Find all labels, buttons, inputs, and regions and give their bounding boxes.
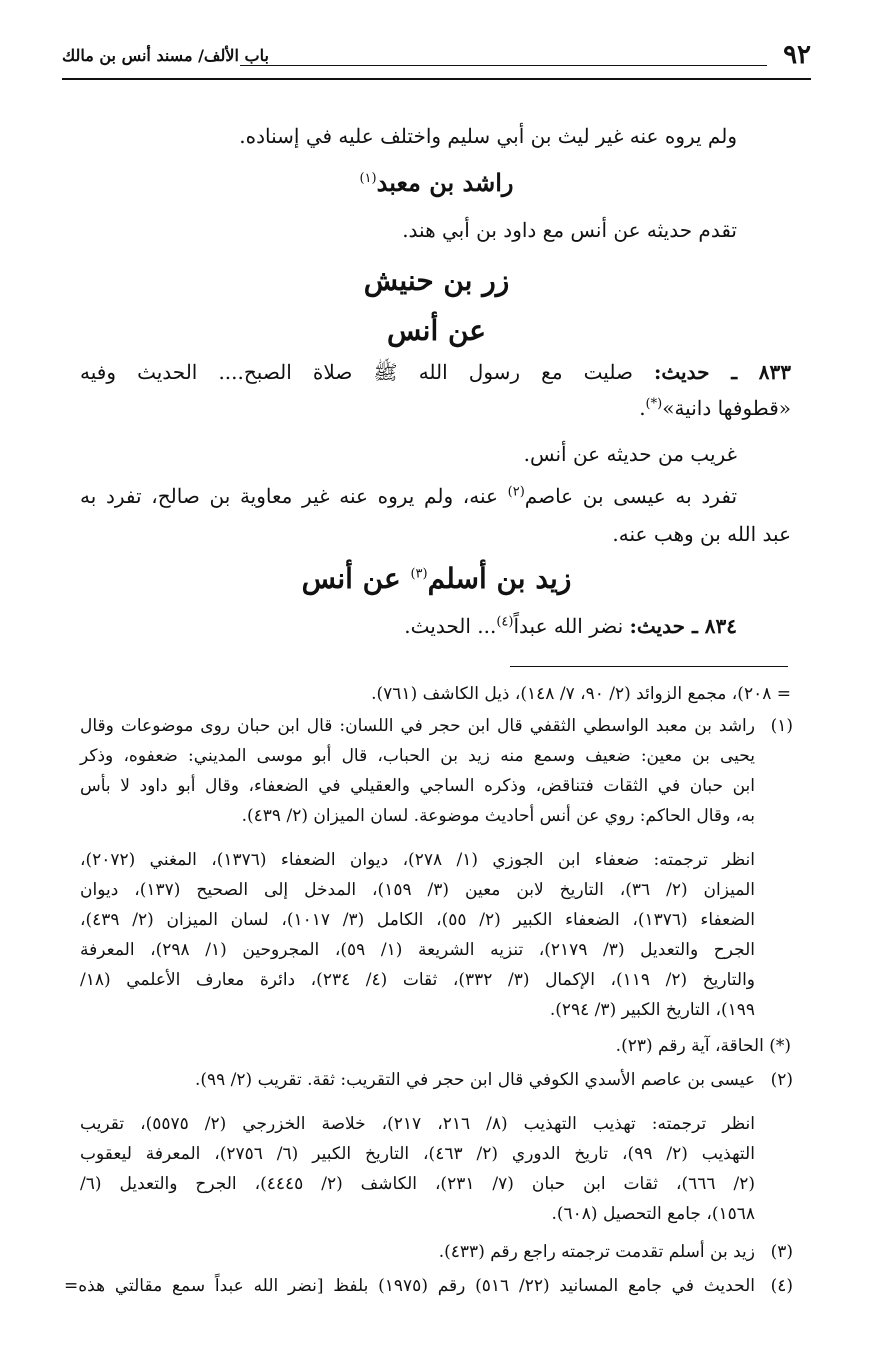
body-line: ولم يروه عنه غير ليث بن أبي سليم واختلف عليه في إسناده.: [239, 124, 737, 148]
footnote-line: راشد بن معبد الواسطي الثقفي قال ابن حجر في اللسان: قال ابن حبان روى موضوعات وقال: [80, 716, 755, 736]
footnote-line: عيسى بن عاصم الأسدي الكوفي قال ابن حجر في التقريب: ثقة. تقريب (٢/ ٩٩).: [194, 1070, 755, 1090]
heading-text: زيد بن أسلم: [427, 562, 572, 595]
footnote-line: (٢/ ٦٦٦)، ثقات ابن حبان (٧/ ٢٣١)، الكاشف (٢/ ٤٤٤٥)، الجرح والتعديل (٦/: [80, 1174, 755, 1194]
heading-text: عن أنس: [301, 562, 401, 595]
heading-zayd: [80, 562, 793, 595]
hadith-number: ٨٣٣ ـ حديث:: [654, 360, 791, 384]
body-line: [80, 484, 737, 508]
hadith-tail: ... الحديث.: [404, 614, 497, 638]
footnote-ref: (١): [359, 171, 377, 186]
heading-an-anas: عن أنس: [386, 314, 487, 347]
footnote-ref: (*): [645, 396, 663, 412]
page-header: [62, 40, 811, 80]
footnote-number: (٣): [770, 1242, 793, 1262]
page-number: ٩٢: [783, 40, 811, 70]
text-run: عنه، ولم يروه عنه غير معاوية بن صالح، تفرد به: [80, 484, 498, 508]
hadith-text: نضر الله عبداً: [513, 614, 624, 638]
heading-rashid: [80, 168, 793, 197]
footnote-line: الجرح والتعديل (٣/ ٢١٧٩)، تنزيه الشريعة (١/ ٥٩)، المجروحين (١/ ٢٩٨)، المعرفة: [80, 940, 755, 960]
footnote-separator: [510, 666, 788, 667]
heading-zirr: زر بن حنيش: [363, 264, 510, 297]
footnote-line: والتاريخ (٢/ ١١٩)، الإكمال (٣/ ٣٣٢)، ثقات (٤/ ٢٣٤)، دائرة معارف الأعلمي (١٨/: [80, 970, 756, 990]
footnote-line: التهذيب (٢/ ٩٩)، تاريخ الدوري (٢/ ٤٦٣)، التاريخ الكبير (٦/ ٢٧٥٦)، المعرفة ليعقوب: [80, 1144, 755, 1164]
footnote-line: الحديث في جامع المسانيد (٢٢/ ٥١٦) رقم (١٩٧٥) بلفظ [نضر الله عبداً سمع مقالتي هذه=: [64, 1276, 755, 1296]
footnote-line: به، وقال الحاكم: روي عن أنس أحاديث موضوعة. لسان الميزان (٢/ ٤٣٩).: [241, 806, 755, 826]
footnote-line: ١٩٩)، التاريخ الكبير (٣/ ٢٩٤).: [549, 1000, 755, 1020]
footnote-ref: (٣): [410, 566, 428, 582]
footnote-line: زيد بن أسلم تقدمت ترجمته راجع رقم (٤٣٣).: [438, 1242, 755, 1262]
footnote-line: الميزان (٢/ ٣٦)، التاريخ لابن معين (٣/ ١٥٩)، المدخل إلى الصحيح (١٣٧)، ديوان: [80, 880, 755, 900]
hadith-text: صليت مع رسول الله ﷺ صلاة الصبح.... الحديث وفيه: [80, 360, 633, 384]
hadith-833-cont: «قطوفها دانية»(*).: [639, 396, 791, 420]
text-run: تفرد به عيسى بن عاصم: [524, 484, 738, 508]
footnote-line: ابن حبان في الثقات فتناقض، وذكره الساجي والعقيلي في الضعفاء، وقال أبو داود لا بأس: [80, 776, 755, 796]
footnote-line: انظر ترجمته: تهذيب التهذيب (٨/ ٢١٦، ٢١٧)، خلاصة الخزرجي (٢/ ٥٥٧٥)، تقريب: [80, 1114, 755, 1134]
body-line: تقدم حديثه عن أنس مع داود بن أبي هند.: [402, 218, 737, 242]
footnote-ref: (٤): [496, 614, 514, 630]
footnote-line: انظر ترجمته: ضعفاء ابن الجوزي (١/ ٢٧٨)، ديوان الضعفاء (١٣٧٦)، المغني (٢٠٧٢)،: [80, 850, 756, 870]
footnote-line: الضعفاء (١٣٧٦)، الضعفاء الكبير (٢/ ٥٥)، الكامل (٣/ ١٠١٧)، لسان الميزان (٢/ ٤٣٩)،: [80, 910, 756, 930]
footnote-line: ١٥٦٨)، جامع التحصيل (٦٠٨).: [551, 1204, 755, 1224]
footnote-number: (٢): [770, 1070, 793, 1090]
header-short-rule: [240, 65, 767, 66]
footnote-number: (٤): [770, 1276, 793, 1296]
body-line: غريب من حديثه عن أنس.: [523, 442, 737, 466]
hadith-833: [80, 360, 791, 389]
hadith-number: ٨٣٤ ـ حديث:: [629, 614, 737, 638]
footnote-ref: (٢): [507, 484, 525, 500]
running-title: باب الألف/ مسند أنس بن مالك: [62, 46, 269, 65]
hadith-quote: «قطوفها دانية»: [662, 396, 791, 420]
body-line: عبد الله بن وهب عنه.: [612, 522, 791, 546]
footnote-continuation: = ٢٠٨)، مجمع الزوائد (٢/ ٩٠، ٧/ ١٤٨)، ذيل الكاشف (٧٦١).: [371, 684, 791, 704]
heading-text: راشد بن معبد: [376, 168, 514, 197]
hadith-834: [80, 614, 737, 638]
footnote-number: (١): [770, 716, 793, 736]
footnote-star: (*) الحاقة، آية رقم (٢٣).: [615, 1036, 791, 1056]
footnote-line: يحيى بن معين: ضعيف وسمع منه زيد بن الحباب، قال أبو موسى المديني: ضعفوه، وذكر: [80, 746, 755, 766]
header-rule: [62, 78, 811, 80]
